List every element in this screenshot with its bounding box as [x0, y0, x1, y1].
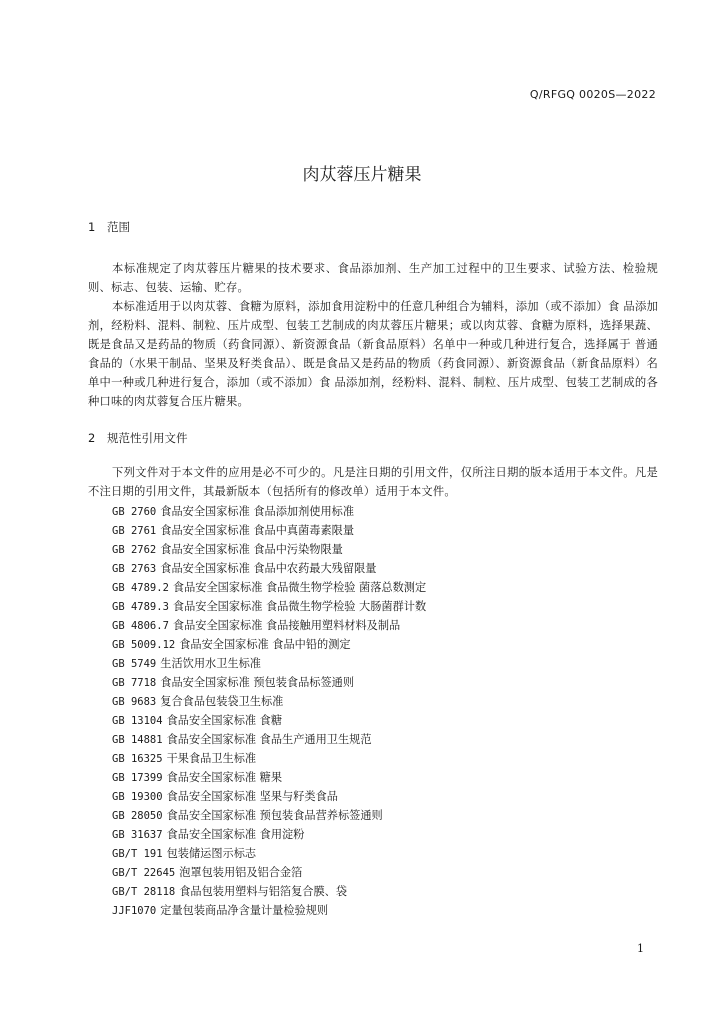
reference-name: 食品安全国家标准 食品中农药最大残留限量: [160, 562, 377, 575]
list-item: [112, 806, 426, 825]
reference-name: 定量包装商品净含量计量检验规则: [160, 904, 329, 917]
reference-name: 食品安全国家标准 食品中真菌毒素限量: [160, 524, 355, 537]
section-2-number: 2: [88, 431, 96, 445]
list-item: [112, 673, 426, 692]
list-item: [112, 540, 426, 559]
reference-code: GB 5009.12: [112, 639, 176, 651]
section-1-title: 范围: [107, 220, 130, 234]
list-item: [112, 882, 426, 901]
reference-code: GB 16325: [112, 753, 163, 765]
document-title: 肉苁蓉压片糖果: [302, 165, 422, 185]
list-item: [112, 635, 426, 654]
list-item: [112, 730, 426, 749]
reference-list: [112, 502, 426, 920]
list-item: [112, 844, 426, 863]
list-item: [112, 901, 426, 920]
reference-name: 食品安全国家标准 预包装食品标签通则: [160, 676, 355, 689]
reference-code: GB 31637: [112, 829, 163, 841]
list-item: [112, 749, 426, 768]
section-2-heading: [88, 430, 188, 446]
section-1-heading: [88, 219, 130, 235]
list-item: [112, 768, 426, 787]
list-item: [112, 597, 426, 616]
reference-code: GB 4789.3: [112, 601, 169, 613]
reference-code: GB 4806.7: [112, 620, 169, 632]
scope-paragraph-2: 本标准适用于以肉苁蓉、食糖为原料，添加食用淀粉中的任意几种组合为辅料，添加（或不添加）食 品添加剂，经粉料、混料、制粒、压片成型、包装工艺制成的肉苁蓉压片糖果；或以肉苁蓉、食糖为原料，选择果蔬、既是食品又是药品的物质（药食同源）、新资源食品（新食品原料）名单中一种或几种进行复合，选择属于 普通食品的（水果干制品、坚果及籽类食品）、既是食品又是药品的物质（药食同源）、新资源食品（新食品原料）名单中一种或几种进行复合，添加（或不添加）食 品添加剂，经粉料、混料、制粒、压片成型、包装工艺制成的各种口味的肉苁蓉复合压片糖果。: [88, 300, 658, 408]
reference-name: 食品安全国家标准 食品接触用塑料材料及制品: [172, 619, 401, 632]
reference-name: 复合食品包装袋卫生标准: [160, 695, 284, 708]
section-2-title: 规范性引用文件: [107, 431, 188, 445]
reference-name: 干果食品卫生标准: [166, 752, 257, 765]
reference-code: GB 28050: [112, 810, 163, 822]
reference-name: 食品安全国家标准 预包装食品营养标签通则: [166, 809, 383, 822]
reference-name: 食品包装用塑料与铝箔复合膜、袋: [179, 885, 348, 898]
reference-code: GB 2762: [112, 544, 157, 556]
list-item: [112, 787, 426, 806]
reference-name: 食品安全国家标准 食用淀粉: [166, 828, 305, 841]
reference-code: GB 2761: [112, 525, 157, 537]
reference-name: 食品安全国家标准 食品微生物学检验 菌落总数测定: [172, 581, 427, 594]
reference-code: JJF1070: [112, 905, 157, 917]
list-item: [112, 578, 426, 597]
reference-name: 包装储运图示标志: [166, 847, 257, 860]
list-item: [112, 502, 426, 521]
list-item: [112, 616, 426, 635]
reference-code: GB 9683: [112, 696, 157, 708]
reference-name: 食品安全国家标准 食品中铅的测定: [179, 638, 351, 651]
reference-name: 泡罩包装用铝及铝合金箔: [179, 866, 303, 879]
reference-name: 食品安全国家标准 食品添加剂使用标准: [160, 505, 355, 518]
reference-code: GB 4789.2: [112, 582, 169, 594]
list-item: [112, 711, 426, 730]
reference-code: GB 13104: [112, 715, 163, 727]
list-item: [112, 692, 426, 711]
reference-code: GB 2763: [112, 563, 157, 575]
reference-code: GB/T 191: [112, 848, 163, 860]
reference-code: GB 14881: [112, 734, 163, 746]
reference-name: 食品安全国家标准 食品生产通用卫生规范: [166, 733, 372, 746]
scope-paragraph-1: 本标准规定了肉苁蓉压片糖果的技术要求、食品添加剂、生产加工过程中的卫生要求、试验方法、检验规则、标志、包装、运输、贮存。: [88, 262, 658, 294]
references-intro: 下列文件对于本文件的应用是必不可少的。凡是注日期的引用文件，仅所注日期的版本适用于本文件。凡是不注日期的引用文件，其最新版本（包括所有的修改单）适用于本文件。: [88, 466, 658, 498]
reference-code: GB 17399: [112, 772, 163, 784]
section-1-number: 1: [88, 220, 96, 234]
reference-name: 食品安全国家标准 糖果: [166, 771, 283, 784]
reference-name: 食品安全国家标准 坚果与籽类食品: [166, 790, 338, 803]
reference-name: 生活饮用水卫生标准: [160, 657, 261, 670]
list-item: [112, 654, 426, 673]
reference-name: 食品安全国家标准 食品中污染物限量: [160, 543, 343, 556]
section-1-body: [88, 259, 658, 411]
list-item: [112, 863, 426, 882]
reference-code: GB 7718: [112, 677, 157, 689]
reference-name: 食品安全国家标准 食糖: [166, 714, 283, 727]
reference-code: GB/T 28118: [112, 886, 176, 898]
section-2-intro: [88, 463, 658, 501]
reference-code: GB 2760: [112, 506, 157, 518]
reference-code: GB 5749: [112, 658, 157, 670]
standard-code: Q/RFGQ 0020S—2022: [529, 88, 656, 101]
reference-name: 食品安全国家标准 食品微生物学检验 大肠菌群计数: [172, 600, 427, 613]
list-item: [112, 825, 426, 844]
reference-code: GB 19300: [112, 791, 163, 803]
list-item: [112, 521, 426, 540]
page-number: 1: [637, 942, 644, 955]
reference-code: GB/T 22645: [112, 867, 176, 879]
list-item: [112, 559, 426, 578]
